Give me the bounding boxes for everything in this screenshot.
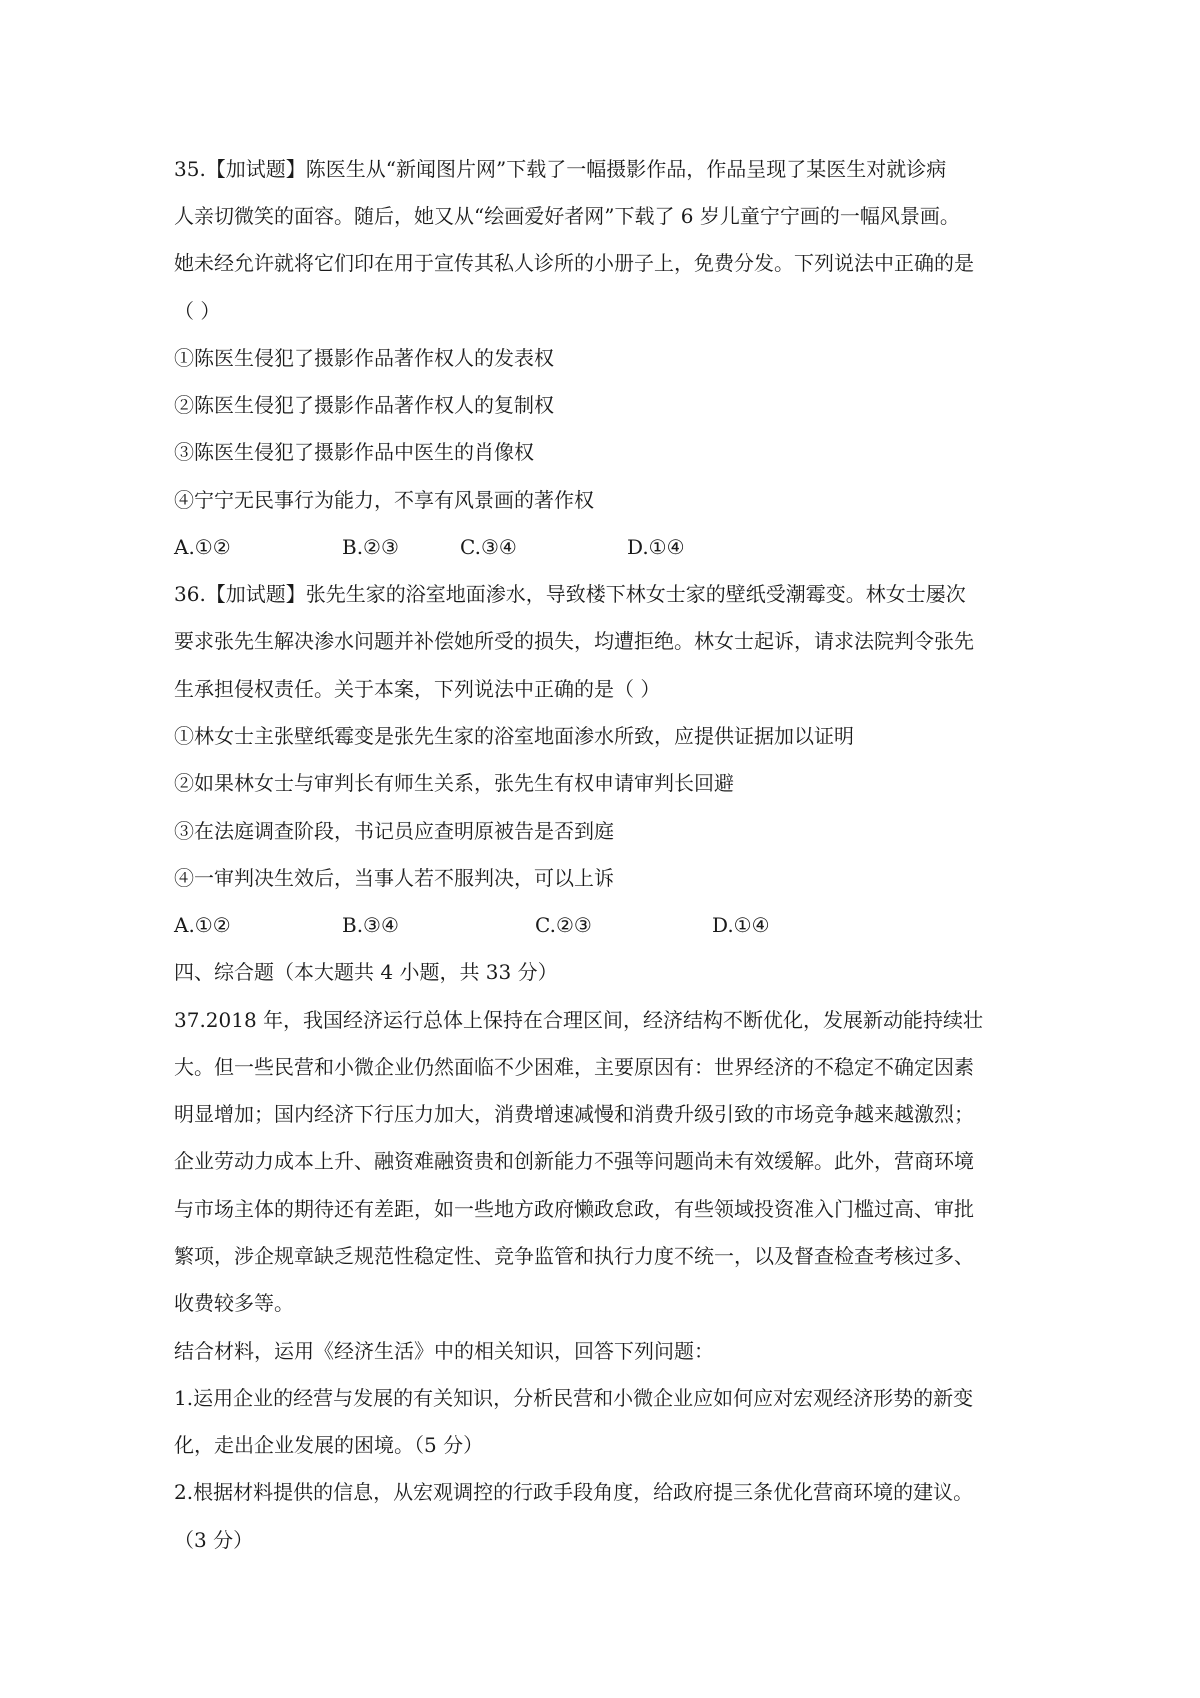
q36-stem-line-3: 生承担侵权责任。关于本案，下列说法中正确的是（ ） <box>174 677 661 701</box>
q37-material-line-2: 大。但一些民营和小微企业仍然面临不少困难，主要原因有：世界经济的不稳定不确定因素 <box>174 1055 974 1079</box>
q36-option-d: D.①④ <box>712 913 770 937</box>
q35-option-d: D.①④ <box>627 535 685 559</box>
q35-option-b: B.②③ <box>342 535 399 559</box>
q36-stem-line-1: 36.【加试题】张先生家的浴室地面渗水，导致楼下林女士家的壁纸受潮霉变。林女士屡次 <box>174 582 966 606</box>
q35-option-c: C.③④ <box>460 535 517 559</box>
q36-stem-line-2: 要求张先生解决渗水问题并补偿她所受的损失，均遭拒绝。林女士起诉，请求法院判令张先 <box>174 629 974 653</box>
q37-sub1-line-1: 1.运用企业的经营与发展的有关知识，分析民营和小微企业应如何应对宏观经济形势的新变 <box>174 1386 974 1410</box>
q35-option-a: A.①② <box>174 535 231 559</box>
q37-material-line-4: 企业劳动力成本上升、融资难融资贵和创新能力不强等问题尚未有效缓解。此外，营商环境 <box>174 1149 974 1173</box>
q36-option-c: C.②③ <box>535 913 592 937</box>
q35-answer-blank: （ ） <box>174 299 221 323</box>
q35-statement-2: ②陈医生侵犯了摄影作品著作权人的复制权 <box>174 393 554 417</box>
q35-statement-3: ③陈医生侵犯了摄影作品中医生的肖像权 <box>174 440 534 464</box>
q37-material-line-1: 37.2018 年，我国经济运行总体上保持在合理区间，经济结构不断优化，发展新动能持续壮 <box>174 1008 984 1032</box>
q36-option-b: B.③④ <box>342 913 399 937</box>
q35-statement-1: ①陈医生侵犯了摄影作品著作权人的发表权 <box>174 346 554 370</box>
q36-option-a: A.①② <box>174 913 231 937</box>
q37-sub2-line-2: （3 分） <box>174 1528 254 1552</box>
q35-stem-line-2: 人亲切微笑的面容。随后，她又从“绘画爱好者网”下载了 6 岁儿童宁宁画的一幅风景画。 <box>174 204 960 228</box>
q35-stem-line-1: 35.【加试题】陈医生从“新闻图片网”下载了一幅摄影作品，作品呈现了某医生对就诊病 <box>174 157 947 181</box>
q37-sub2-line-1: 2.根据材料提供的信息，从宏观调控的行政手段角度，给政府提三条优化营商环境的建议。 <box>174 1480 974 1504</box>
q37-instruction: 结合材料，运用《经济生活》中的相关知识，回答下列问题： <box>174 1339 714 1363</box>
q36-statement-1: ①林女士主张壁纸霉变是张先生家的浴室地面渗水所致，应提供证据加以证明 <box>174 724 854 748</box>
q35-stem-line-3: 她未经允许就将它们印在用于宣传其私人诊所的小册子上，免费分发。下列说法中正确的是 <box>174 251 974 275</box>
q37-sub1-line-2: 化，走出企业发展的困境。（5 分） <box>174 1433 484 1457</box>
q36-statement-3: ③在法庭调查阶段，书记员应查明原被告是否到庭 <box>174 819 614 843</box>
q37-material-line-6: 繁项，涉企规章缺乏规范性稳定性、竞争监管和执行力度不统一，以及督查检查考核过多、 <box>174 1244 974 1268</box>
q37-material-line-7: 收费较多等。 <box>174 1291 294 1315</box>
q37-material-line-5: 与市场主体的期待还有差距，如一些地方政府懒政怠政，有些领域投资准入门槛过高、审批 <box>174 1197 974 1221</box>
section-heading: 四、综合题（本大题共 4 小题，共 33 分） <box>174 960 558 984</box>
q35-statement-4: ④宁宁无民事行为能力，不享有风景画的著作权 <box>174 488 594 512</box>
q36-statement-2: ②如果林女士与审判长有师生关系，张先生有权申请审判长回避 <box>174 771 734 795</box>
q37-material-line-3: 明显增加；国内经济下行压力加大，消费增速减慢和消费升级引致的市场竞争越来越激烈； <box>174 1102 974 1126</box>
q36-statement-4: ④一审判决生效后，当事人若不服判决，可以上诉 <box>174 866 614 890</box>
